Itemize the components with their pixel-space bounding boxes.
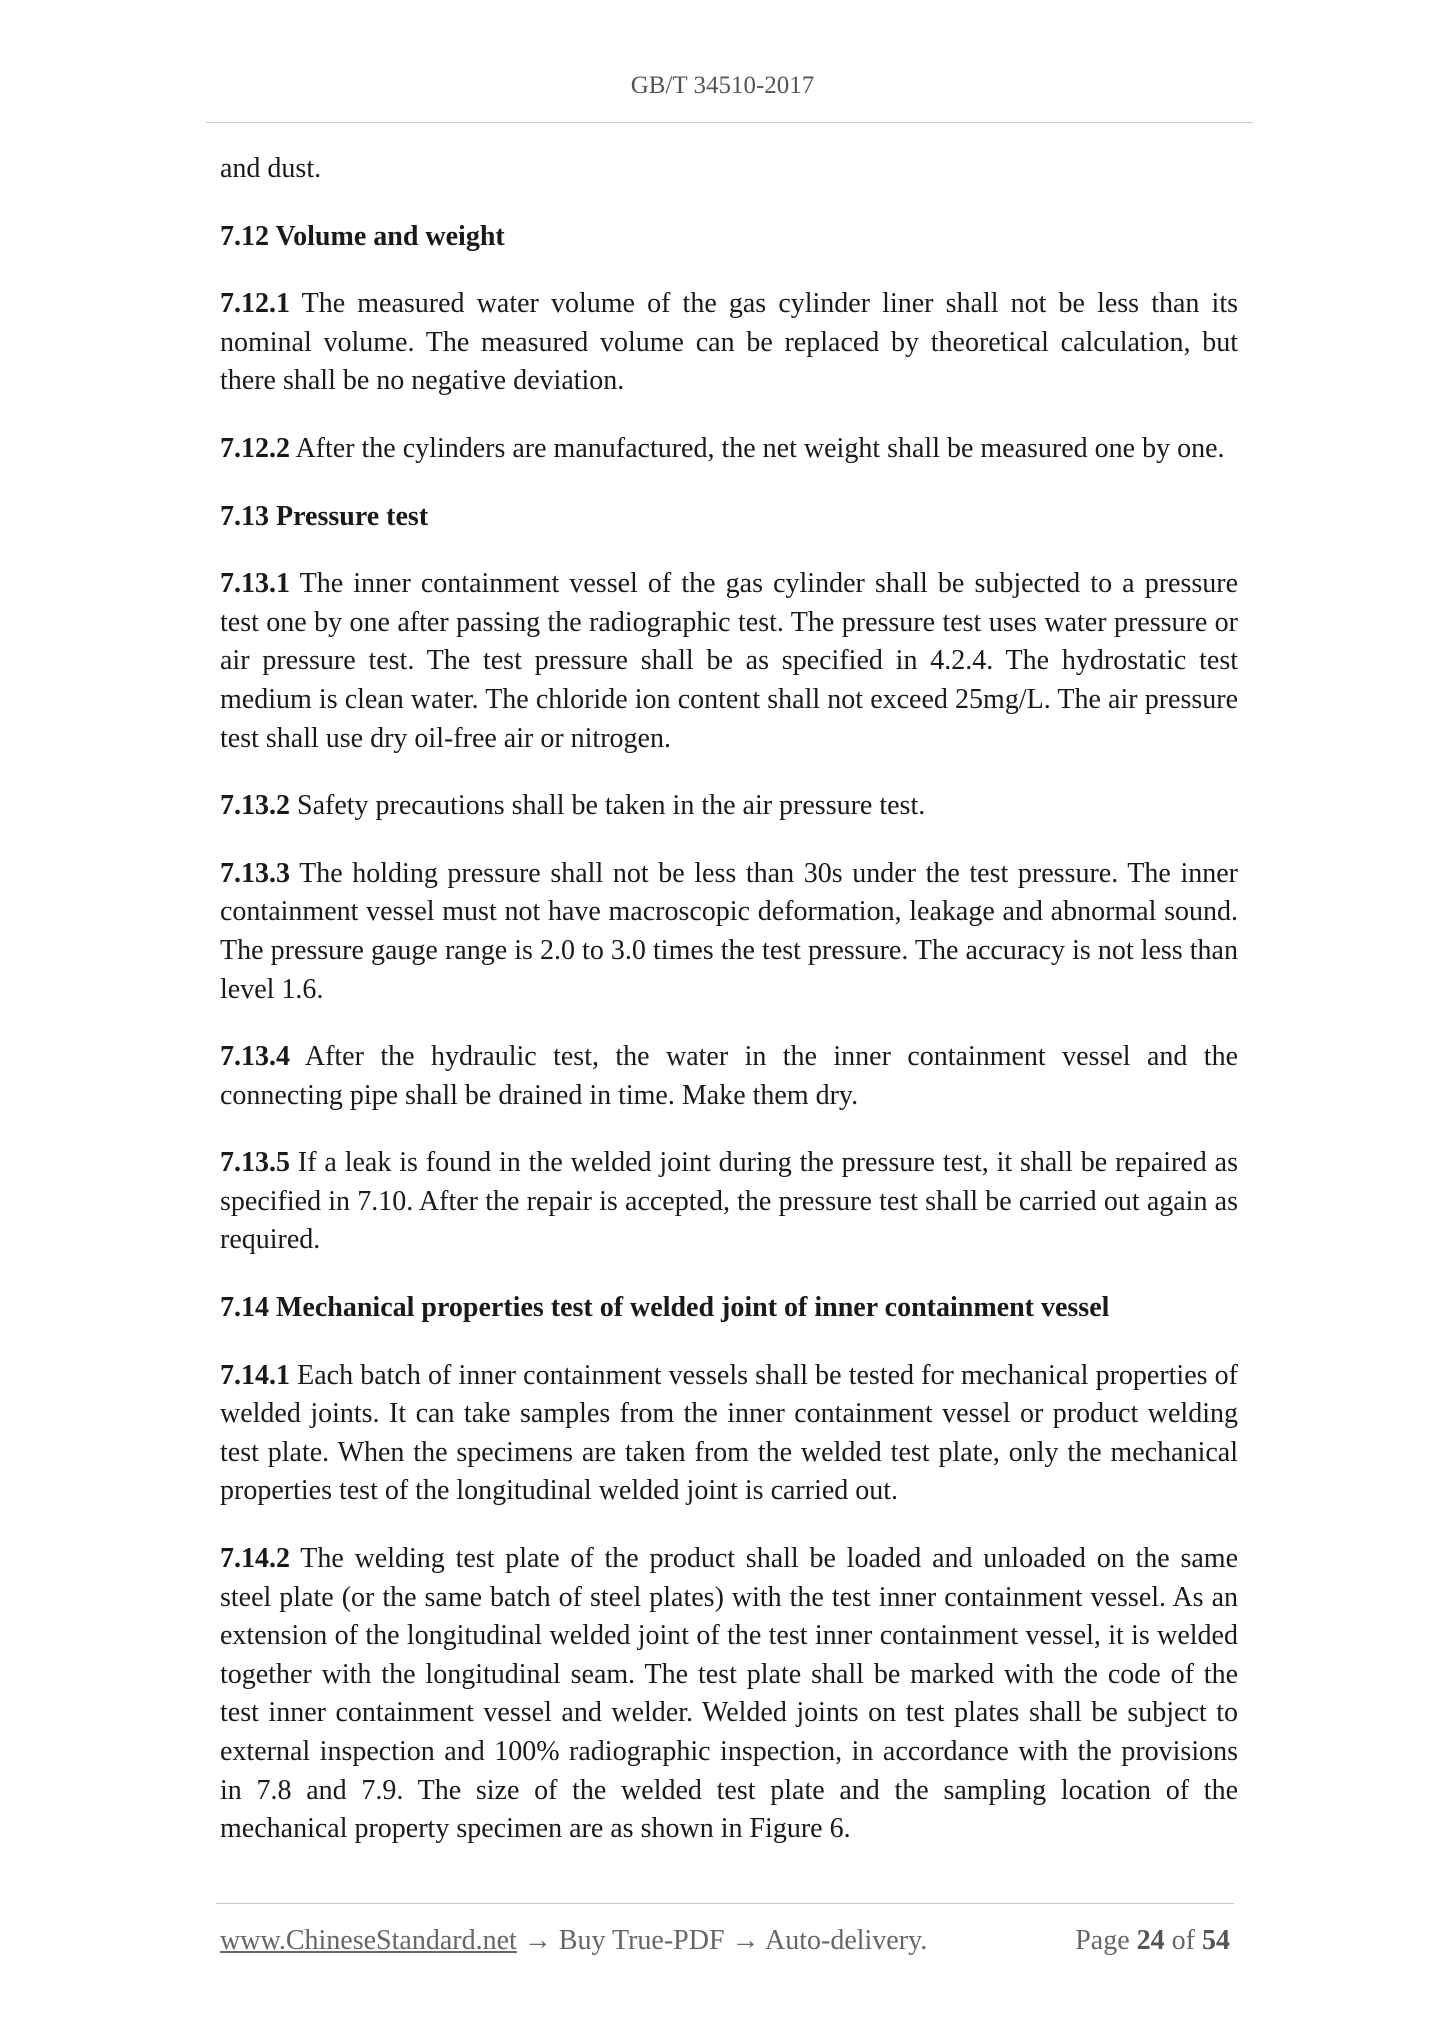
clause-7-12-2 xyxy=(220,430,1238,469)
clause-text: The holding pressure shall not be less than 30s under the test pressure. The inner containment vessel must not have macroscopic deformation, leakage and abnormal sound. The pressure gauge range is 2.0 to 3.0 times the test pressure. The accuracy is not less than level 1.6. xyxy=(220,857,1238,1005)
page-label: Page xyxy=(1075,1925,1130,1956)
clause-7-12-1 xyxy=(220,285,1238,401)
clause-number: 7.14.1 xyxy=(220,1359,290,1391)
clause-text: If a leak is found in the welded joint during the pressure test, it shall be repaired as specified in 7.10. After the repair is accepted, the pressure test shall be carried out again as required. xyxy=(220,1147,1238,1256)
document-body xyxy=(220,150,1238,1878)
clause-number: 7.12.1 xyxy=(220,288,290,320)
clause-7-14-1 xyxy=(220,1357,1238,1511)
clause-number: 7.13.3 xyxy=(220,857,290,889)
auto-delivery-text: Auto-delivery. xyxy=(765,1925,928,1956)
clause-7-13-2 xyxy=(220,787,1238,826)
clause-number: 7.14.2 xyxy=(220,1543,290,1575)
site-link[interactable]: www.ChineseStandard.net xyxy=(220,1925,517,1956)
header-divider xyxy=(206,122,1253,123)
section-heading-7-13: 7.13 Pressure test xyxy=(220,500,429,532)
clause-text: The inner containment vessel of the gas cylinder shall be subjected to a pressure test one by one after passing the radiographic test. The pressure test uses water pressure or air pressure test. The test pressure shall be as specified in 4.2.4. The hydrostatic test medium is clean water. The chloride ion content shall not exceed 25mg/L. The air pressure test shall use dry oil-free air or nitrogen. xyxy=(220,568,1238,754)
footer-divider xyxy=(216,1903,1234,1904)
current-page: 24 xyxy=(1136,1925,1165,1956)
clause-text: Safety precautions shall be taken in the air pressure test. xyxy=(290,790,926,822)
section-heading-7-12: 7.12 Volume and weight xyxy=(220,220,505,252)
clause-7-13-5 xyxy=(220,1144,1238,1260)
page-number xyxy=(1075,1925,1230,1957)
arrow-right-icon: → xyxy=(523,1925,552,1956)
continued-text: and dust. xyxy=(220,153,322,184)
footer-promo xyxy=(220,1925,927,1957)
clause-text: Each batch of inner containment vessels shall be tested for mechanical properties of welded joints. It can take samples from the inner containment vessel or product welding test plate. When the specimens are taken from the welded test plate, only the mechanical properties test of the longitudinal welded joint is carried out. xyxy=(220,1359,1238,1507)
clause-text: The welding test plate of the product shall be loaded and unloaded on the same steel plate (or the same batch of steel plates) with the test inner containment vessel. As an extension of the longitudinal welded joint of the test inner containment vessel, it is welded together with the longitudinal seam. The test plate shall be marked with the code of the test inner containment vessel and welder. Welded joints on test plates shall be subject to external inspection and 100% radiographic inspection, in accordance with the provisions in 7.8 and 7.9. The size of the welded test plate and the sampling location of the mechanical property specimen are as shown in Figure 6. xyxy=(220,1543,1238,1845)
clause-7-13-1 xyxy=(220,565,1238,758)
total-pages: 54 xyxy=(1202,1925,1230,1956)
clause-7-14-2 xyxy=(220,1540,1238,1849)
clause-number: 7.13.4 xyxy=(220,1041,290,1073)
clause-text: The measured water volume of the gas cylinder liner shall not be less than its nominal volume. The measured volume can be replaced by theoretical calculation, but there shall be no negative deviation. xyxy=(220,288,1238,397)
clause-number: 7.12.2 xyxy=(220,432,290,464)
clause-number: 7.13.2 xyxy=(220,790,290,822)
arrow-right-icon: → xyxy=(731,1925,760,1956)
buy-pdf-text: Buy True-PDF xyxy=(558,1925,725,1956)
clause-7-13-4 xyxy=(220,1038,1238,1115)
clause-text: After the cylinders are manufactured, the net weight shall be measured one by one. xyxy=(290,432,1225,464)
clause-number: 7.13.1 xyxy=(220,568,290,600)
clause-7-13-3 xyxy=(220,855,1238,1009)
section-heading-7-14: 7.14 Mechanical properties test of welded joint of inner containment vessel xyxy=(220,1292,1110,1324)
of-label: of xyxy=(1171,1925,1195,1956)
clause-text: After the hydraulic test, the water in the inner containment vessel and the connecting pipe shall be drained in time. Make them dry. xyxy=(220,1041,1238,1111)
clause-number: 7.13.5 xyxy=(220,1147,290,1179)
page-header: GB/T 34510-2017 xyxy=(630,72,815,99)
